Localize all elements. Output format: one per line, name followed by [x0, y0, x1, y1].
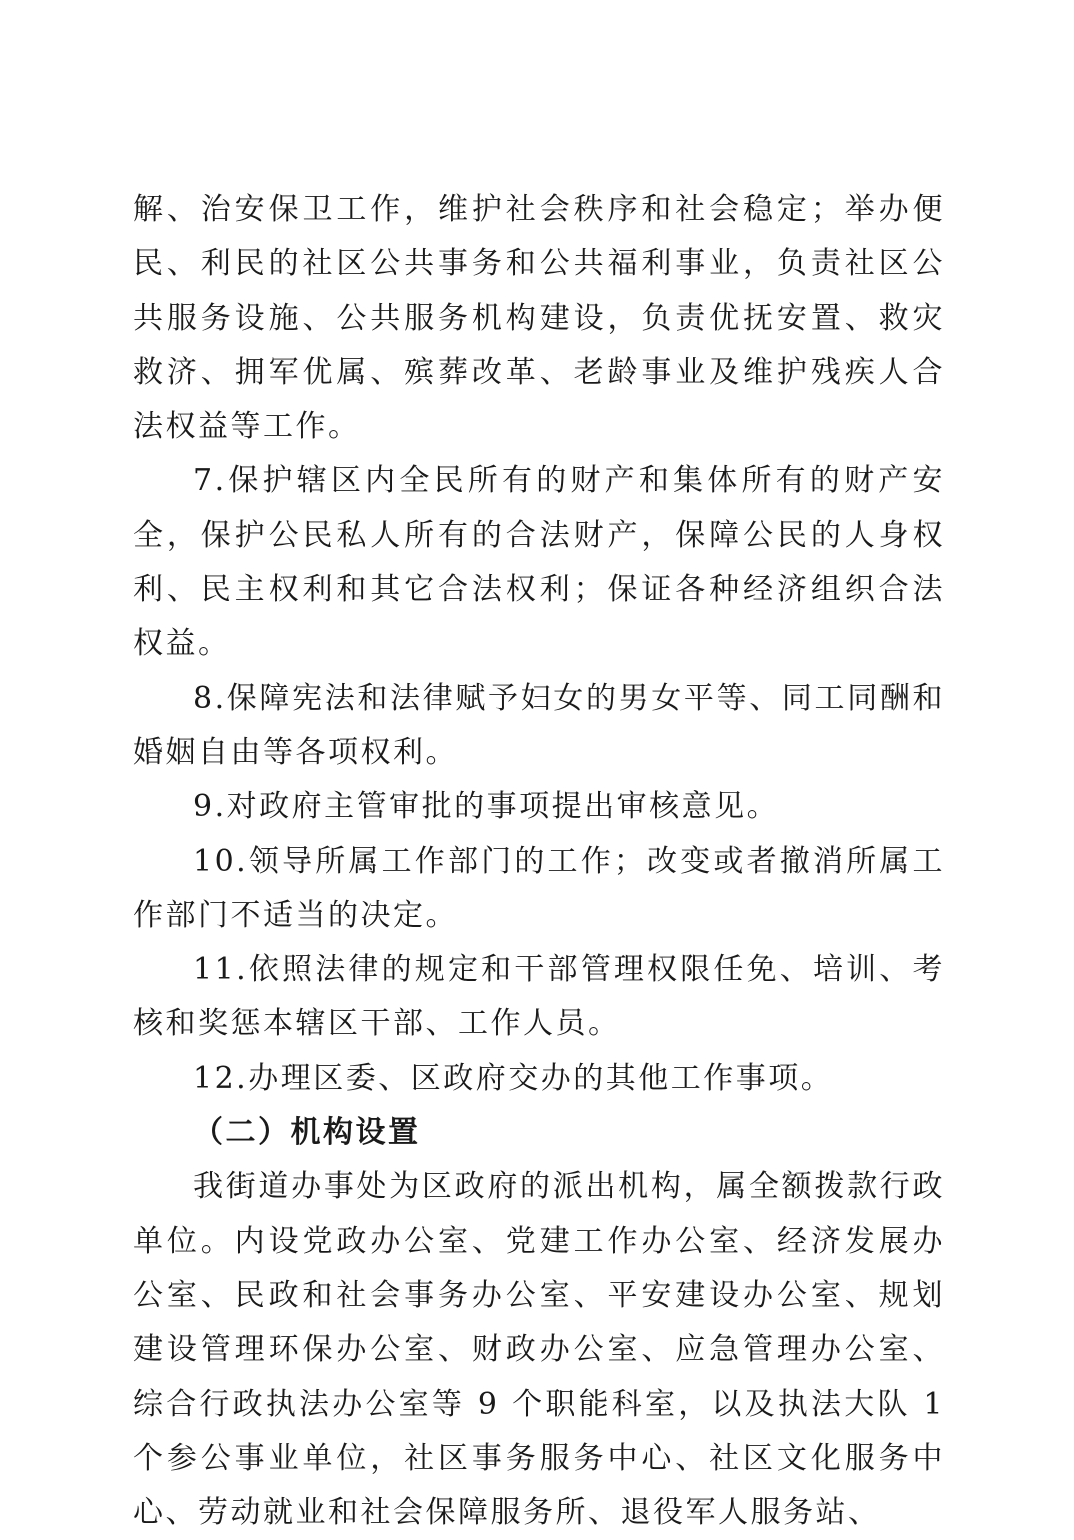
paragraph-org-structure: 我街道办事处为区政府的派出机构，属全额拨款行政单位。内设党政办公室、党建工作办公室、经济发展办公室、民政和社会事务办公室、平安建设办公室、规划建设管理环保办公室、财政办公室、应急管理办公室、综合行政执法办公室等 9 个职能科室，以及执法大队 1 个参公事业单位，社区事务服务中心、社区文化服务中心、劳动就业和社会保障服务所、退役军人服务站、: [133, 1169, 945, 1531]
paragraph-item-12: 12.办理区委、区政府交办的其他工作事项。: [193, 1060, 834, 1096]
paragraph-item-8: 8.保障宪法和法律赋予妇女的男女平等、同工同酬和婚姻自由等各项权利。: [133, 680, 945, 770]
paragraph-item-10: 10.领导所属工作部门的工作；改变或者撤消所属工作部门不适当的决定。: [133, 843, 945, 933]
paragraph-item-7: 7.保护辖区内全民所有的财产和集体所有的财产安全，保护公民私人所有的合法财产，保障公民的人身权利、民主权利和其它合法权利；保证各种经济组织合法权益。: [133, 463, 945, 662]
section-heading: （二）机构设置: [193, 1115, 421, 1151]
paragraph-item-9: 9.对政府主管审批的事项提出审核意见。: [193, 789, 780, 825]
document-body: [133, 183, 945, 1540]
paragraph-item-11: 11.依照法律的规定和干部管理权限任免、培训、考核和奖惩本辖区干部、工作人员。: [133, 952, 945, 1042]
paragraph-continuation: 解、治安保卫工作，维护社会秩序和社会稳定；举办便民、利民的社区公共事务和公共福利事业，负责社区公共服务设施、公共服务机构建设，负责优抚安置、救灾救济、拥军优属、殡葬改革、老龄事业及维护残疾人合法权益等工作。: [133, 192, 945, 445]
